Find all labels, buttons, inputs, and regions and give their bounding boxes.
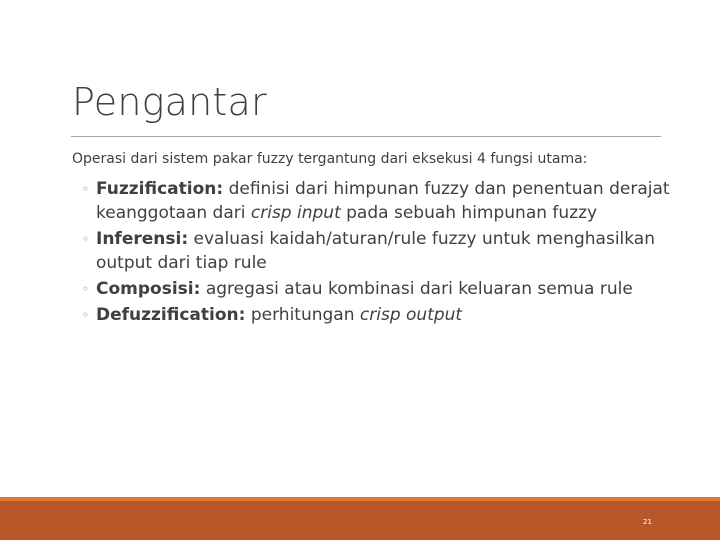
bullet-term: Inferensi: [96,229,189,249]
bullet-composisi [82,277,672,301]
title-divider [71,136,661,137]
bullet-emphasis: crisp output [359,305,463,325]
bullet-defuzzification [82,303,672,327]
bullet-marker-icon: ◦ [82,182,90,196]
bullet-text: evaluasi kaidah/aturan/rule fuzzy untuk menghasilkan output dari tiap rule [96,229,656,273]
slide-title: Pengantar [72,80,267,124]
bullet-text: definisi dari himpunan fuzzy dan penentuan derajat keanggotaan dari [96,179,670,223]
bullet-list [82,177,672,329]
page-number: 21 [643,518,652,526]
bullet-emphasis: crisp input [250,203,341,223]
bullet-marker-icon: ◦ [82,308,90,322]
intro-text: Operasi dari sistem pakar fuzzy tergantung dari eksekusi 4 fungsi utama: [72,151,588,167]
bullet-term: Fuzzification: [96,179,224,199]
bullet-marker-icon: ◦ [82,232,90,246]
bullet-text-tail: pada sebuah himpunan fuzzy [340,203,598,223]
bullet-term: Defuzzification: [96,305,246,325]
bullet-term: Composisi: [96,279,201,299]
bullet-inferensi [82,227,672,275]
bullet-fuzzification [82,177,672,225]
footer-bar [0,501,720,540]
bullet-marker-icon: ◦ [82,282,90,296]
bullet-text: perhitungan [245,305,360,325]
bullet-text: agregasi atau kombinasi dari keluaran semua rule [200,279,633,299]
